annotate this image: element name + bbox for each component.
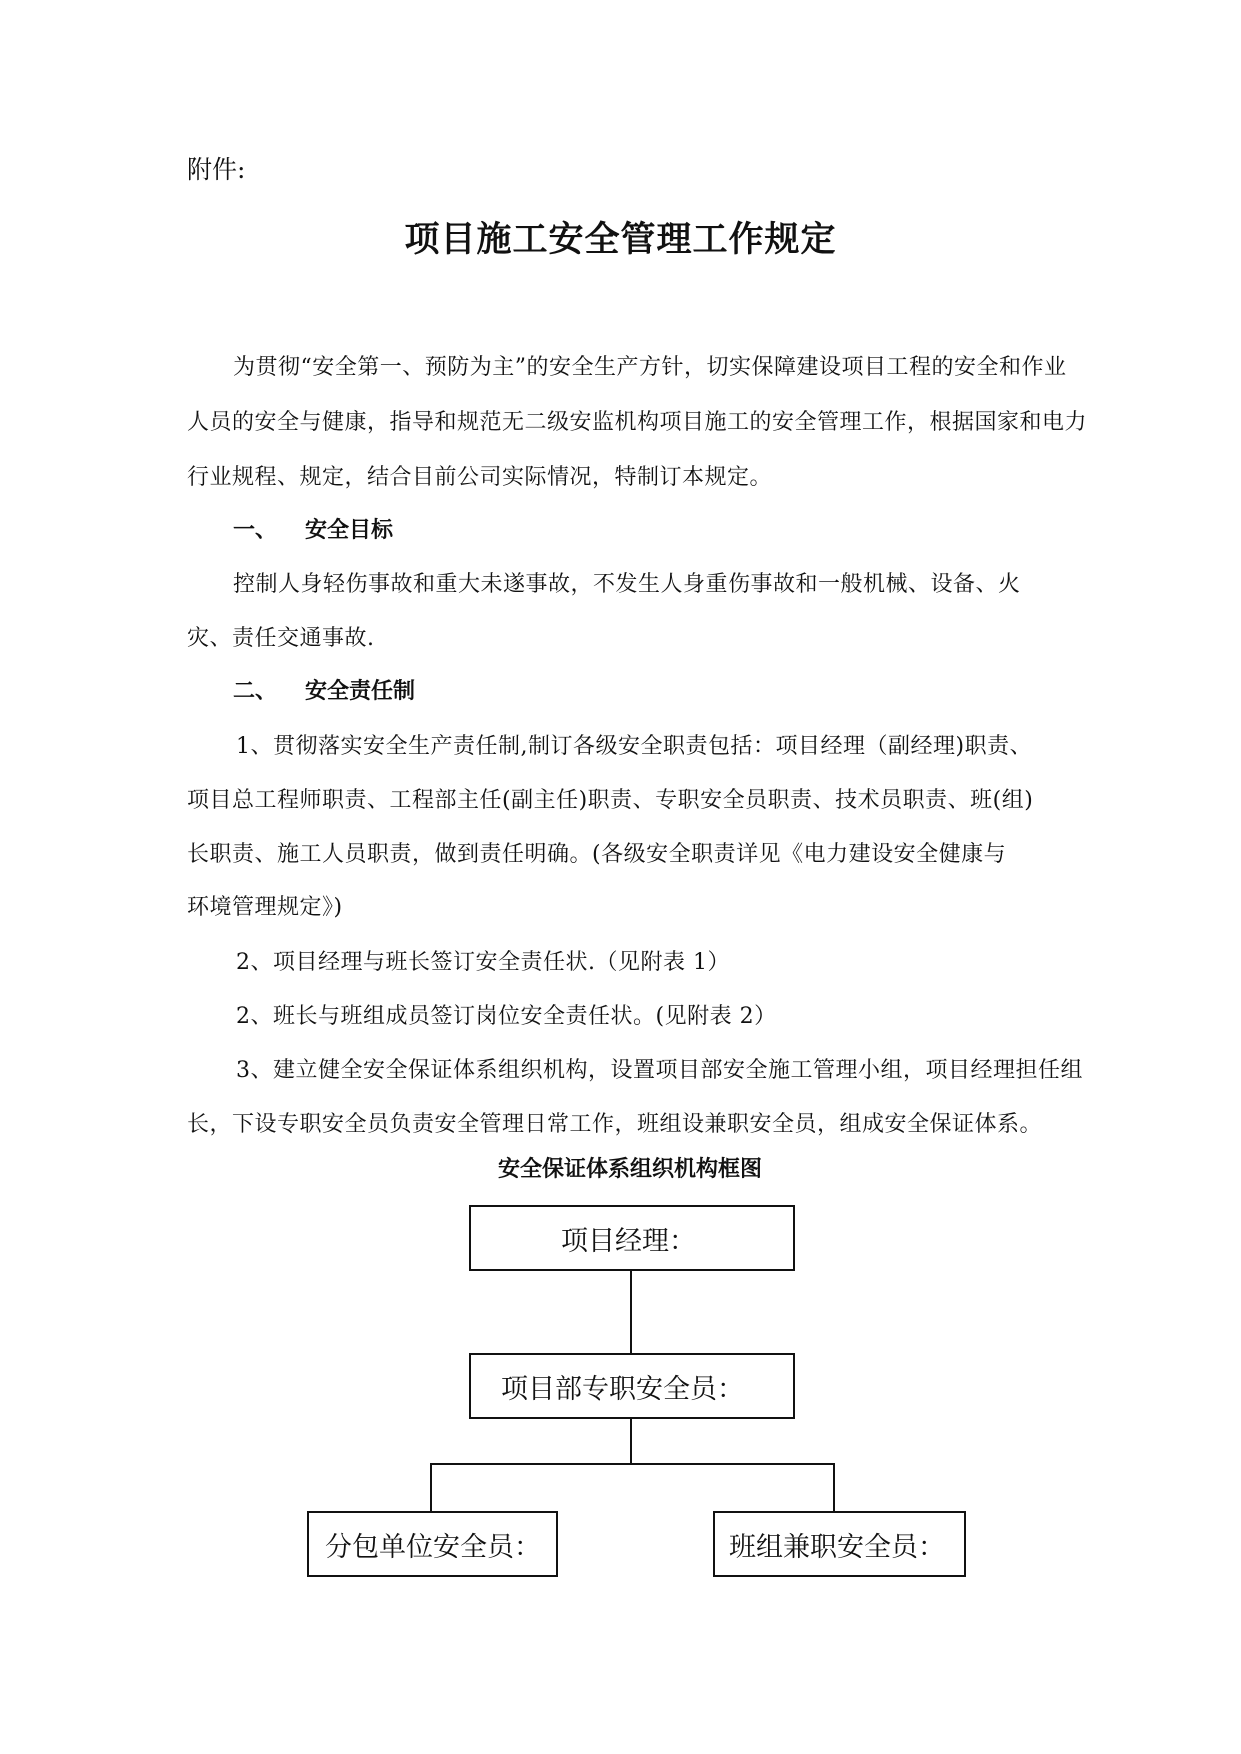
org-node-subcontractor-label: 分包单位安全员： [325, 1531, 541, 1563]
connector-branch-left [430, 1463, 432, 1511]
section-1-heading [233, 513, 393, 544]
item-1-line-4: 环境管理规定》) [187, 895, 343, 920]
section-2-title: 安全责任制 [305, 679, 416, 704]
section-2-number: 二、 [233, 679, 278, 704]
org-node-team [713, 1511, 966, 1577]
item-3-line-2: 长，下设专职安全员负责安全管理日常工作，班组设兼职安全员，组成安全保证体系。 [187, 1112, 1043, 1137]
attachment-label: 附件: [187, 155, 246, 184]
document-title: 项目施工安全管理工作规定 [404, 220, 837, 260]
intro-line-2: 人员的安全与健康，指导和规范无二级安监机构项目施工的安全管理工作，根据国家和电力 [187, 410, 1088, 435]
connector-manager-to-officer [630, 1271, 632, 1353]
org-node-subcontractor [307, 1511, 558, 1577]
item-2-line: 2、项目经理与班长签订安全责任状.（见附表 1） [236, 950, 730, 975]
item-3-line-1: 3、建立健全安全保证体系组织机构，设置项目部安全施工管理小组，项目经理担任组 [236, 1058, 1083, 1083]
intro-line-3: 行业规程、规定，结合目前公司实际情况，特制订本规定。 [187, 465, 773, 490]
section-1-line-1: 控制人身轻伤事故和重大未遂事故，不发生人身重伤事故和一般机械、设备、火 [233, 572, 1021, 597]
connector-branch-right [833, 1463, 835, 1511]
item-1-line-1: 1、贯彻落实安全生产责任制,制订各级安全职责包括：项目经理（副经理)职责、 [236, 734, 1033, 759]
item-1-line-2: 项目总工程师职责、工程部主任(副主任)职责、专职安全员职责、技术员职责、班(组) [187, 788, 1034, 813]
org-node-team-label: 班组兼职安全员： [729, 1531, 945, 1563]
item-1-line-3: 长职责、施工人员职责，做到责任明确。(各级安全职责详见《电力建设安全健康与 [187, 842, 1007, 867]
connector-branch-horizontal [430, 1463, 835, 1465]
org-node-safety-officer [469, 1353, 795, 1419]
section-1-number: 一、 [233, 518, 278, 543]
org-node-manager [469, 1205, 795, 1271]
org-node-manager-label: 项目经理： [561, 1225, 696, 1257]
section-2-heading [233, 674, 415, 705]
org-chart-title: 安全保证体系组织机构框图 [497, 1157, 762, 1182]
item-2b-line: 2、班长与班组成员签订岗位安全责任状。(见附表 2） [236, 1004, 777, 1029]
org-node-safety-officer-label: 项目部专职安全员： [501, 1373, 744, 1405]
section-1-line-2: 灾、责任交通事故. [187, 626, 375, 651]
intro-line-1: 为贯彻“安全第一、预防为主”的安全生产方针，切实保障建设项目工程的安全和作业 [233, 355, 1067, 380]
section-1-title: 安全目标 [305, 518, 394, 543]
connector-officer-down [630, 1419, 632, 1464]
